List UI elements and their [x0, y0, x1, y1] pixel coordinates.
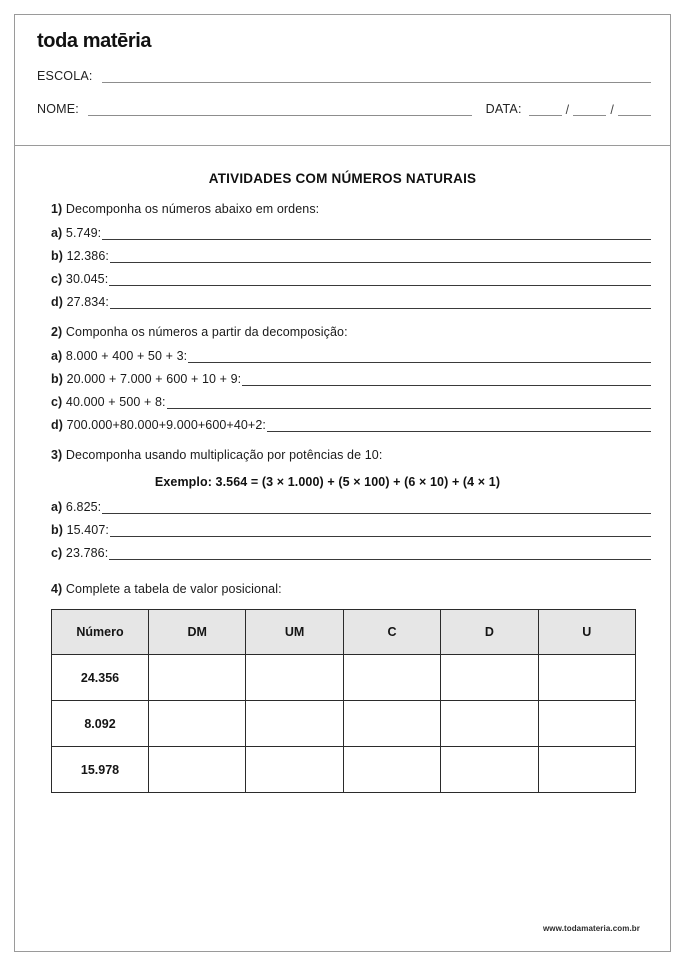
question-1-item-d [51, 286, 651, 309]
school-label: ESCOLA: [37, 69, 93, 83]
item-text: 15.407: [66, 523, 109, 537]
item-label [51, 395, 166, 409]
item-text: 20.000 + 7.000 + 600 + 10 + 9: [66, 372, 242, 386]
cell-u[interactable] [538, 747, 635, 793]
item-text: 700.000+80.000+9.000+600+40+2: [66, 418, 266, 432]
question-3-item-a [51, 491, 651, 514]
answer-line[interactable] [109, 273, 651, 286]
question-3-item-b [51, 514, 651, 537]
item-label [51, 418, 266, 432]
date-year-blank[interactable] [618, 104, 651, 116]
answer-line[interactable] [167, 396, 651, 409]
answer-line[interactable] [267, 419, 651, 432]
cell-numero: 15.978 [52, 747, 149, 793]
question-1-item-b [51, 240, 651, 263]
question-3-item-c [51, 537, 651, 560]
name-date-field-row [37, 102, 651, 116]
cell-dm[interactable] [149, 655, 246, 701]
item-letter: c) [51, 272, 63, 286]
question-4 [15, 582, 670, 793]
cell-c[interactable] [343, 747, 440, 793]
question-1-item-a [51, 217, 651, 240]
item-text: 6.825: [65, 500, 102, 514]
page-title: ATIVIDADES COM NÚMEROS NATURAIS [208, 171, 477, 186]
date-label: DATA: [485, 102, 522, 116]
cell-d[interactable] [441, 747, 538, 793]
cell-numero: 24.356 [52, 655, 149, 701]
item-label [51, 226, 101, 240]
footer-url: www.todamateria.com.br [542, 924, 640, 933]
cell-u[interactable] [538, 655, 635, 701]
cell-um[interactable] [246, 655, 343, 701]
item-label [51, 349, 187, 363]
name-label: NOME: [37, 102, 79, 116]
table-row [52, 655, 636, 701]
date-month-blank[interactable] [573, 104, 606, 116]
item-label [51, 372, 241, 386]
column-header-d: D [441, 610, 538, 655]
question-2-item-c [51, 386, 651, 409]
date-field-group [486, 102, 651, 116]
item-label [51, 500, 101, 514]
question-4-text: Complete a tabela de valor posicional: [65, 582, 282, 596]
item-label [51, 249, 109, 263]
item-letter: a) [51, 349, 63, 363]
question-3-number: 3) [51, 448, 63, 462]
brand-logo: toda matēria [37, 30, 152, 52]
question-4-number: 4) [51, 582, 63, 596]
question-3 [15, 448, 670, 560]
column-header-numero: Número [52, 610, 149, 655]
answer-line[interactable] [242, 373, 651, 386]
school-input-line[interactable] [102, 71, 651, 83]
cell-um[interactable] [246, 701, 343, 747]
item-text: 5.749: [65, 226, 102, 240]
answer-line[interactable] [110, 250, 651, 263]
item-label [51, 546, 108, 560]
item-letter: a) [51, 226, 63, 240]
question-2-item-d [51, 409, 651, 432]
question-3-example: Exemplo: 3.564 = (3 × 1.000) + (5 × 100) + (6 × 10) + (4 × 1) [154, 475, 501, 489]
worksheet-page [14, 14, 671, 952]
answer-line[interactable] [102, 227, 651, 240]
item-label [51, 295, 109, 309]
cell-c[interactable] [343, 655, 440, 701]
item-label [51, 523, 109, 537]
table-header-row [52, 610, 636, 655]
column-header-um: UM [246, 610, 343, 655]
question-1-item-c [51, 263, 651, 286]
question-2-number: 2) [51, 325, 63, 339]
item-text: 8.000 + 400 + 50 + 3: [65, 349, 188, 363]
column-header-dm: DM [149, 610, 246, 655]
question-1-text: Decomponha os números abaixo em ordens: [65, 202, 320, 216]
item-letter: c) [51, 395, 63, 409]
item-text: 40.000 + 500 + 8: [65, 395, 166, 409]
answer-line[interactable] [188, 350, 651, 363]
question-1-number: 1) [51, 202, 63, 216]
cell-um[interactable] [246, 747, 343, 793]
item-letter: c) [51, 546, 63, 560]
question-2-text: Componha os números a partir da decomposição: [65, 325, 348, 339]
column-header-c: C [343, 610, 440, 655]
cell-d[interactable] [441, 655, 538, 701]
item-letter: a) [51, 500, 63, 514]
item-letter: d) [51, 295, 63, 309]
cell-dm[interactable] [149, 747, 246, 793]
question-4-prompt [51, 582, 670, 596]
cell-u[interactable] [538, 701, 635, 747]
question-1 [15, 202, 670, 309]
date-day-blank[interactable] [529, 104, 562, 116]
worksheet-header [15, 15, 670, 146]
item-text: 12.386: [66, 249, 109, 263]
question-2-prompt [51, 325, 670, 339]
date-separator-2: / [610, 102, 614, 117]
item-letter: b) [51, 249, 63, 263]
school-field-row [37, 69, 651, 83]
place-value-table-wrapper [51, 609, 670, 793]
cell-dm[interactable] [149, 701, 246, 747]
answer-line[interactable] [110, 296, 651, 309]
cell-numero: 8.092 [52, 701, 149, 747]
answer-line[interactable] [110, 524, 651, 537]
cell-c[interactable] [343, 701, 440, 747]
answer-line[interactable] [109, 547, 651, 560]
question-3-text: Decomponha usando multiplicação por potências de 10: [65, 448, 383, 462]
place-value-table [51, 609, 636, 793]
question-1-prompt [51, 202, 670, 216]
worksheet-content [15, 171, 670, 793]
name-input-line[interactable] [88, 104, 472, 116]
table-row [52, 747, 636, 793]
item-letter: b) [51, 372, 63, 386]
item-letter: d) [51, 418, 63, 432]
question-2 [15, 325, 670, 432]
cell-d[interactable] [441, 701, 538, 747]
answer-line[interactable] [102, 501, 651, 514]
table-header [52, 610, 636, 655]
question-2-item-a [51, 340, 651, 363]
item-text: 30.045: [65, 272, 109, 286]
column-header-u: U [538, 610, 635, 655]
item-text: 27.834: [66, 295, 109, 309]
item-label [51, 272, 108, 286]
item-text: 23.786: [65, 546, 109, 560]
question-3-prompt [51, 448, 670, 462]
date-separator-1: / [565, 102, 570, 117]
item-letter: b) [51, 523, 63, 537]
table-row [52, 701, 636, 747]
table-body [52, 655, 636, 793]
question-2-item-b [51, 363, 651, 386]
